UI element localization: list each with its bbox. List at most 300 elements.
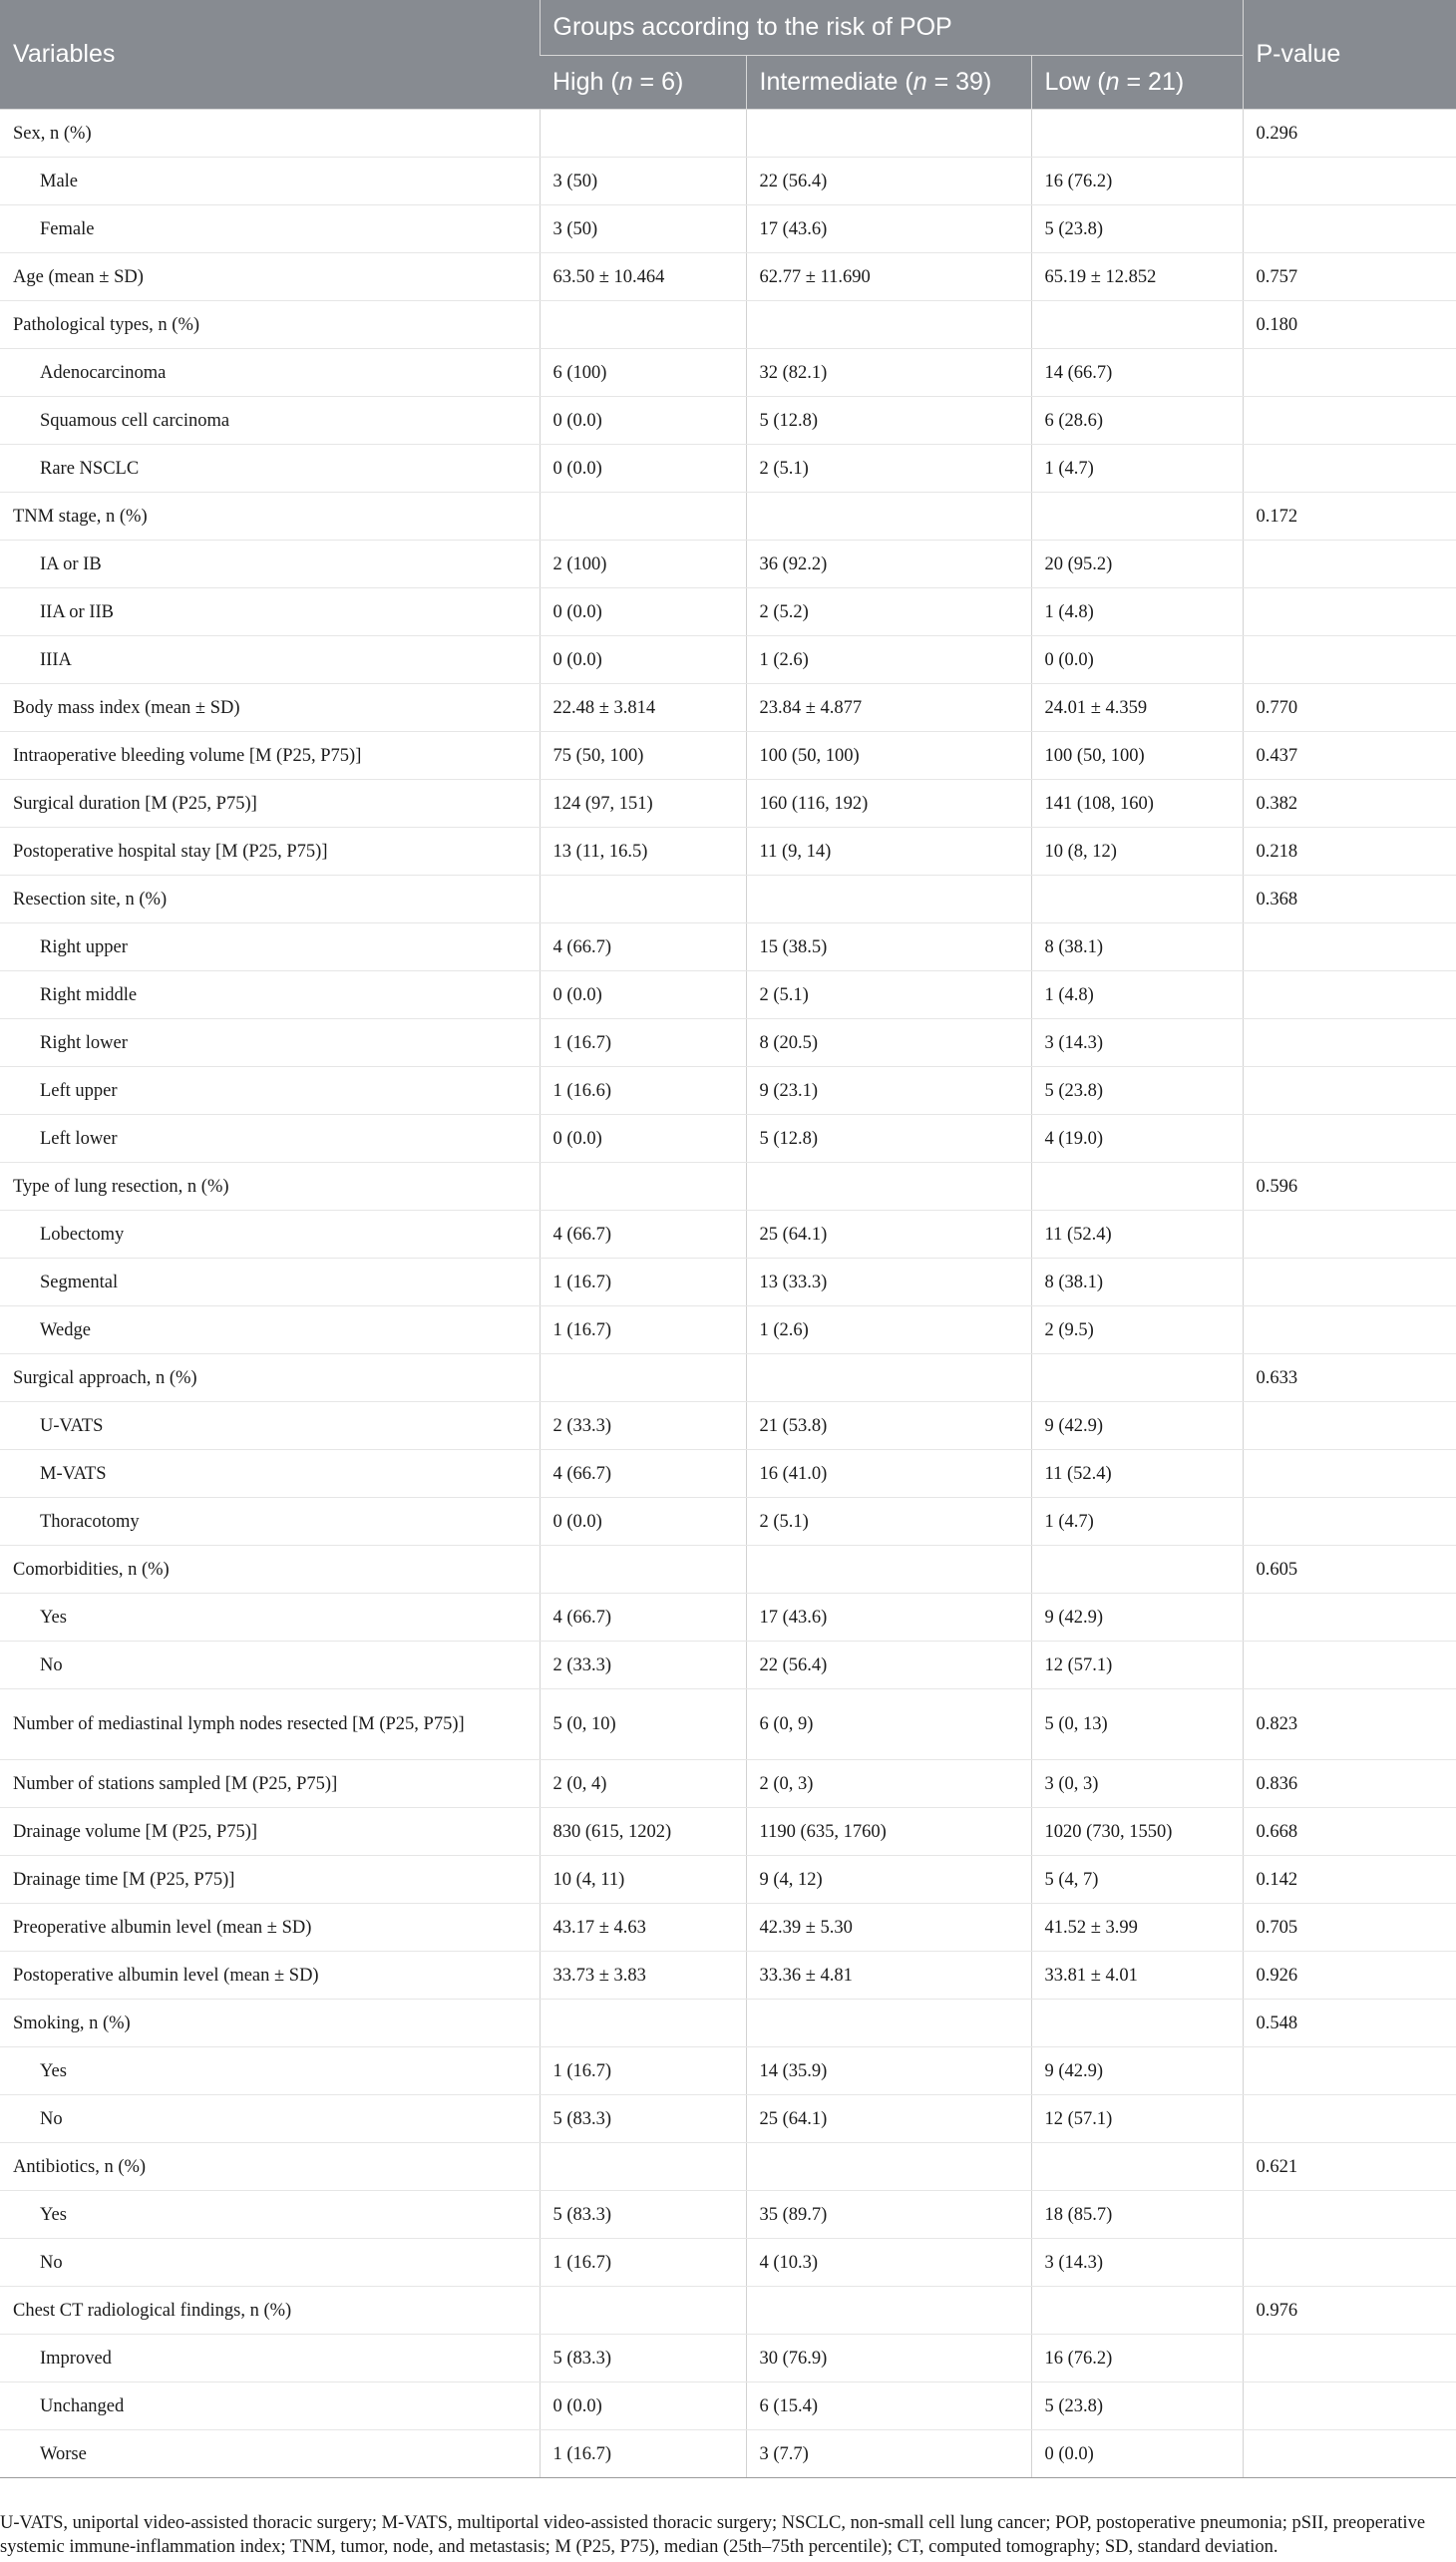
cell-p-value	[1243, 1211, 1456, 1259]
cell-variable: TNM stage, n (%)	[0, 493, 540, 541]
table-row	[0, 1760, 1456, 1808]
cell-low: 18 (85.7)	[1031, 2191, 1243, 2239]
cell-variable: Postoperative albumin level (mean ± SD)	[0, 1952, 540, 2000]
cell-high: 3 (50)	[540, 205, 746, 253]
cell-low: 8 (38.1)	[1031, 1259, 1243, 1306]
cell-intermediate: 2 (5.2)	[746, 588, 1031, 636]
cell-low	[1031, 876, 1243, 923]
cell-variable: Intraoperative bleeding volume [M (P25, P75)]	[0, 732, 540, 780]
cell-high	[540, 876, 746, 923]
header-high-n-symbol: n	[618, 68, 633, 96]
cell-p-value: 0.621	[1243, 2143, 1456, 2191]
cell-high: 1 (16.7)	[540, 2430, 746, 2478]
header-high-label: High (	[552, 68, 619, 96]
cell-p-value: 0.172	[1243, 493, 1456, 541]
header-low-label: Low (	[1044, 68, 1106, 96]
cell-high: 2 (33.3)	[540, 1402, 746, 1450]
cell-p-value: 0.142	[1243, 1856, 1456, 1904]
table-row	[0, 445, 1456, 493]
cell-intermediate: 14 (35.9)	[746, 2047, 1031, 2095]
cell-high: 13 (11, 16.5)	[540, 828, 746, 876]
table-row	[0, 876, 1456, 923]
cell-intermediate: 1 (2.6)	[746, 1306, 1031, 1354]
table-row	[0, 1402, 1456, 1450]
cell-low	[1031, 110, 1243, 158]
cell-low: 16 (76.2)	[1031, 2335, 1243, 2382]
cell-high: 1 (16.7)	[540, 2239, 746, 2287]
cell-high: 5 (83.3)	[540, 2191, 746, 2239]
cell-intermediate: 15 (38.5)	[746, 923, 1031, 971]
cell-low: 9 (42.9)	[1031, 1594, 1243, 1642]
cell-low: 0 (0.0)	[1031, 2430, 1243, 2478]
cell-intermediate: 22 (56.4)	[746, 158, 1031, 205]
table-row	[0, 1115, 1456, 1163]
cell-low: 9 (42.9)	[1031, 2047, 1243, 2095]
cell-intermediate: 5 (12.8)	[746, 1115, 1031, 1163]
cell-low	[1031, 301, 1243, 349]
table-row	[0, 2430, 1456, 2478]
cell-p-value	[1243, 397, 1456, 445]
cell-intermediate: 4 (10.3)	[746, 2239, 1031, 2287]
table-footnote: U-VATS, uniportal video-assisted thoracic surgery; M-VATS, multiportal video-assisted thoracic surgery; NSCLC, non-small cell lung cancer; POP, postoperative pneumonia; pSII, preoperative systemic immune-inflammation index; TNM, tumor, node, and metastasis; M (P25, P75), median (25th–75th percentile); CT, computed tomography; SD, standard deviation.	[0, 2513, 1426, 2557]
cell-high: 5 (83.3)	[540, 2095, 746, 2143]
table-row	[0, 1689, 1456, 1760]
cell-p-value	[1243, 1450, 1456, 1498]
cell-variable: Rare NSCLC	[0, 445, 540, 493]
cell-variable: Type of lung resection, n (%)	[0, 1163, 540, 1211]
cell-high	[540, 1354, 746, 1402]
table-row	[0, 1306, 1456, 1354]
cell-intermediate: 3 (7.7)	[746, 2430, 1031, 2478]
cell-intermediate: 35 (89.7)	[746, 2191, 1031, 2239]
table-row	[0, 2143, 1456, 2191]
table-header	[0, 0, 1456, 110]
cell-p-value	[1243, 2047, 1456, 2095]
cell-low: 1 (4.8)	[1031, 971, 1243, 1019]
cell-intermediate: 9 (4, 12)	[746, 1856, 1031, 1904]
cell-high: 1 (16.7)	[540, 1306, 746, 1354]
table-row	[0, 828, 1456, 876]
cell-variable: Age (mean ± SD)	[0, 253, 540, 301]
cell-p-value: 0.296	[1243, 110, 1456, 158]
cell-intermediate: 16 (41.0)	[746, 1450, 1031, 1498]
cell-low: 1 (4.7)	[1031, 1498, 1243, 1546]
cell-intermediate: 6 (15.4)	[746, 2382, 1031, 2430]
cell-intermediate	[746, 1354, 1031, 1402]
cell-intermediate: 13 (33.3)	[746, 1259, 1031, 1306]
cell-p-value	[1243, 1642, 1456, 1689]
cell-low: 5 (23.8)	[1031, 205, 1243, 253]
cell-low: 65.19 ± 12.852	[1031, 253, 1243, 301]
cell-variable: Number of mediastinal lymph nodes resected [M (P25, P75)]	[0, 1689, 540, 1760]
table-row	[0, 2287, 1456, 2335]
cell-low: 5 (0, 13)	[1031, 1689, 1243, 1760]
cell-p-value: 0.976	[1243, 2287, 1456, 2335]
cell-variable: Sex, n (%)	[0, 110, 540, 158]
header-high	[540, 56, 746, 110]
cell-p-value	[1243, 349, 1456, 397]
cell-p-value	[1243, 205, 1456, 253]
table-row	[0, 1952, 1456, 2000]
cell-variable: Surgical approach, n (%)	[0, 1354, 540, 1402]
cell-intermediate: 160 (116, 192)	[746, 780, 1031, 828]
cell-high: 0 (0.0)	[540, 636, 746, 684]
table-row	[0, 1354, 1456, 1402]
cell-p-value	[1243, 923, 1456, 971]
cell-low: 6 (28.6)	[1031, 397, 1243, 445]
cell-low: 3 (0, 3)	[1031, 1760, 1243, 1808]
cell-variable: Resection site, n (%)	[0, 876, 540, 923]
cell-low	[1031, 1163, 1243, 1211]
cell-variable: IA or IB	[0, 541, 540, 588]
cell-variable: Antibiotics, n (%)	[0, 2143, 540, 2191]
cell-p-value: 0.836	[1243, 1760, 1456, 1808]
cell-high: 4 (66.7)	[540, 1211, 746, 1259]
cell-variable: Drainage volume [M (P25, P75)]	[0, 1808, 540, 1856]
cell-p-value: 0.437	[1243, 732, 1456, 780]
header-low	[1031, 56, 1243, 110]
cell-variable: Improved	[0, 2335, 540, 2382]
cell-low: 14 (66.7)	[1031, 349, 1243, 397]
table-row	[0, 493, 1456, 541]
cell-intermediate: 2 (5.1)	[746, 1498, 1031, 1546]
cell-variable: Left lower	[0, 1115, 540, 1163]
cell-p-value	[1243, 1019, 1456, 1067]
cell-high: 0 (0.0)	[540, 971, 746, 1019]
cell-intermediate: 25 (64.1)	[746, 2095, 1031, 2143]
cell-intermediate: 5 (12.8)	[746, 397, 1031, 445]
table-row	[0, 1642, 1456, 1689]
cell-variable: Right middle	[0, 971, 540, 1019]
cell-low: 100 (50, 100)	[1031, 732, 1243, 780]
cell-low: 141 (108, 160)	[1031, 780, 1243, 828]
cell-high: 5 (0, 10)	[540, 1689, 746, 1760]
cell-high	[540, 301, 746, 349]
cell-high: 2 (0, 4)	[540, 1760, 746, 1808]
header-high-n: = 6)	[632, 68, 684, 96]
cell-p-value	[1243, 2382, 1456, 2430]
cell-p-value	[1243, 1402, 1456, 1450]
cell-low: 3 (14.3)	[1031, 2239, 1243, 2287]
cell-variable: Postoperative hospital stay [M (P25, P75)]	[0, 828, 540, 876]
cell-high	[540, 493, 746, 541]
cell-intermediate	[746, 301, 1031, 349]
header-low-n-symbol: n	[1105, 68, 1120, 96]
cell-p-value: 0.705	[1243, 1904, 1456, 1952]
cell-variable: Male	[0, 158, 540, 205]
cell-high: 0 (0.0)	[540, 1115, 746, 1163]
cell-low: 12 (57.1)	[1031, 1642, 1243, 1689]
cell-variable: Squamous cell carcinoma	[0, 397, 540, 445]
cell-variable: Number of stations sampled [M (P25, P75)]	[0, 1760, 540, 1808]
header-intermediate	[746, 56, 1031, 110]
cell-high: 124 (97, 151)	[540, 780, 746, 828]
cell-high: 2 (100)	[540, 541, 746, 588]
cell-low	[1031, 2000, 1243, 2047]
cell-intermediate	[746, 2000, 1031, 2047]
cell-intermediate: 1190 (635, 1760)	[746, 1808, 1031, 1856]
cell-intermediate	[746, 2143, 1031, 2191]
cell-p-value: 0.596	[1243, 1163, 1456, 1211]
cell-p-value: 0.548	[1243, 2000, 1456, 2047]
cell-p-value	[1243, 1306, 1456, 1354]
cell-variable: Preoperative albumin level (mean ± SD)	[0, 1904, 540, 1952]
cell-p-value: 0.605	[1243, 1546, 1456, 1594]
cell-high: 6 (100)	[540, 349, 746, 397]
cell-p-value	[1243, 2095, 1456, 2143]
table-row	[0, 1211, 1456, 1259]
cell-p-value	[1243, 2430, 1456, 2478]
table-row	[0, 780, 1456, 828]
table-row	[0, 1450, 1456, 1498]
cell-p-value	[1243, 1594, 1456, 1642]
cell-variable: Chest CT radiological findings, n (%)	[0, 2287, 540, 2335]
cell-intermediate: 17 (43.6)	[746, 1594, 1031, 1642]
table-row	[0, 1498, 1456, 1546]
cell-high: 10 (4, 11)	[540, 1856, 746, 1904]
cell-high: 0 (0.0)	[540, 445, 746, 493]
cell-high: 0 (0.0)	[540, 588, 746, 636]
cell-variable: Unchanged	[0, 2382, 540, 2430]
cell-variable: No	[0, 1642, 540, 1689]
table-row	[0, 1904, 1456, 1952]
cell-low: 9 (42.9)	[1031, 1402, 1243, 1450]
cell-variable: Left upper	[0, 1067, 540, 1115]
table-row	[0, 301, 1456, 349]
cell-variable: Thoracotomy	[0, 1498, 540, 1546]
cell-intermediate	[746, 110, 1031, 158]
cell-low: 41.52 ± 3.99	[1031, 1904, 1243, 1952]
cell-high: 3 (50)	[540, 158, 746, 205]
header-intermediate-label: Intermediate (	[759, 68, 913, 96]
cell-p-value: 0.926	[1243, 1952, 1456, 2000]
cell-intermediate: 21 (53.8)	[746, 1402, 1031, 1450]
cell-p-value	[1243, 2335, 1456, 2382]
cell-low: 5 (23.8)	[1031, 1067, 1243, 1115]
cell-intermediate: 9 (23.1)	[746, 1067, 1031, 1115]
cell-intermediate	[746, 493, 1031, 541]
cell-high	[540, 2000, 746, 2047]
table-row	[0, 158, 1456, 205]
cell-p-value: 0.382	[1243, 780, 1456, 828]
cell-high: 4 (66.7)	[540, 1594, 746, 1642]
cell-variable: Worse	[0, 2430, 540, 2478]
table-row	[0, 923, 1456, 971]
cell-p-value	[1243, 1115, 1456, 1163]
cell-low	[1031, 2287, 1243, 2335]
table-row	[0, 541, 1456, 588]
cell-high: 1 (16.7)	[540, 1259, 746, 1306]
cell-variable: Female	[0, 205, 540, 253]
table-row	[0, 2095, 1456, 2143]
cell-variable: Wedge	[0, 1306, 540, 1354]
cell-p-value	[1243, 445, 1456, 493]
cell-variable: Right upper	[0, 923, 540, 971]
cell-intermediate: 22 (56.4)	[746, 1642, 1031, 1689]
table-row	[0, 1808, 1456, 1856]
cell-intermediate: 36 (92.2)	[746, 541, 1031, 588]
header-p-value: P-value	[1243, 0, 1456, 110]
table-row	[0, 2191, 1456, 2239]
cell-high: 4 (66.7)	[540, 923, 746, 971]
cell-low: 0 (0.0)	[1031, 636, 1243, 684]
table-row	[0, 1594, 1456, 1642]
cell-high: 1 (16.7)	[540, 1019, 746, 1067]
table-row	[0, 1856, 1456, 1904]
cell-low	[1031, 1354, 1243, 1402]
header-low-n: = 21)	[1119, 68, 1185, 96]
cell-p-value: 0.770	[1243, 684, 1456, 732]
cell-p-value	[1243, 1259, 1456, 1306]
table-row	[0, 684, 1456, 732]
table-row	[0, 2335, 1456, 2382]
cell-high	[540, 1163, 746, 1211]
cell-low: 11 (52.4)	[1031, 1450, 1243, 1498]
cell-variable: Comorbidities, n (%)	[0, 1546, 540, 1594]
cell-variable: Body mass index (mean ± SD)	[0, 684, 540, 732]
cell-low: 4 (19.0)	[1031, 1115, 1243, 1163]
cell-high: 22.48 ± 3.814	[540, 684, 746, 732]
cell-high: 2 (33.3)	[540, 1642, 746, 1689]
cell-high	[540, 110, 746, 158]
cell-p-value	[1243, 158, 1456, 205]
cell-variable: No	[0, 2239, 540, 2287]
cell-intermediate: 23.84 ± 4.877	[746, 684, 1031, 732]
table-row	[0, 971, 1456, 1019]
cell-low: 5 (4, 7)	[1031, 1856, 1243, 1904]
table-row	[0, 1546, 1456, 1594]
cell-high: 43.17 ± 4.63	[540, 1904, 746, 1952]
cell-low: 12 (57.1)	[1031, 2095, 1243, 2143]
table-row	[0, 2382, 1456, 2430]
cell-p-value: 0.823	[1243, 1689, 1456, 1760]
cell-low: 1 (4.7)	[1031, 445, 1243, 493]
cell-low: 11 (52.4)	[1031, 1211, 1243, 1259]
cell-low	[1031, 1546, 1243, 1594]
table-row	[0, 253, 1456, 301]
cell-variable: Yes	[0, 1594, 540, 1642]
cell-low: 1 (4.8)	[1031, 588, 1243, 636]
cell-intermediate: 2 (0, 3)	[746, 1760, 1031, 1808]
cell-variable: Yes	[0, 2191, 540, 2239]
cell-p-value	[1243, 1067, 1456, 1115]
cell-low: 8 (38.1)	[1031, 923, 1243, 971]
cell-intermediate: 30 (76.9)	[746, 2335, 1031, 2382]
cell-high: 5 (83.3)	[540, 2335, 746, 2382]
cell-p-value	[1243, 541, 1456, 588]
cell-low: 16 (76.2)	[1031, 158, 1243, 205]
cell-p-value	[1243, 1498, 1456, 1546]
cell-low	[1031, 2143, 1243, 2191]
cell-intermediate	[746, 2287, 1031, 2335]
cell-high	[540, 1546, 746, 1594]
cell-variable: Yes	[0, 2047, 540, 2095]
cell-p-value	[1243, 636, 1456, 684]
cell-intermediate: 2 (5.1)	[746, 971, 1031, 1019]
cell-variable: IIA or IIB	[0, 588, 540, 636]
header-intermediate-n-symbol: n	[912, 68, 927, 96]
cell-variable: Lobectomy	[0, 1211, 540, 1259]
cell-intermediate: 33.36 ± 4.81	[746, 1952, 1031, 2000]
table-row	[0, 1019, 1456, 1067]
cell-p-value	[1243, 2239, 1456, 2287]
cell-variable: Pathological types, n (%)	[0, 301, 540, 349]
cell-high: 0 (0.0)	[540, 2382, 746, 2430]
table-body	[0, 110, 1456, 2478]
cell-high: 63.50 ± 10.464	[540, 253, 746, 301]
table-row	[0, 2239, 1456, 2287]
cell-intermediate	[746, 876, 1031, 923]
cell-variable: IIIA	[0, 636, 540, 684]
cell-intermediate: 100 (50, 100)	[746, 732, 1031, 780]
cell-low: 10 (8, 12)	[1031, 828, 1243, 876]
cell-intermediate	[746, 1163, 1031, 1211]
table-row	[0, 2047, 1456, 2095]
table-row	[0, 205, 1456, 253]
cell-intermediate	[746, 1546, 1031, 1594]
cell-variable: No	[0, 2095, 540, 2143]
table-row	[0, 397, 1456, 445]
table-row	[0, 636, 1456, 684]
cell-p-value: 0.633	[1243, 1354, 1456, 1402]
cell-low: 5 (23.8)	[1031, 2382, 1243, 2430]
cell-high: 830 (615, 1202)	[540, 1808, 746, 1856]
table-row	[0, 1259, 1456, 1306]
cell-high: 33.73 ± 3.83	[540, 1952, 746, 2000]
cell-low: 33.81 ± 4.01	[1031, 1952, 1243, 2000]
cell-high: 0 (0.0)	[540, 397, 746, 445]
cell-variable: U-VATS	[0, 1402, 540, 1450]
cell-high: 75 (50, 100)	[540, 732, 746, 780]
cell-intermediate: 11 (9, 14)	[746, 828, 1031, 876]
header-variables: Variables	[0, 0, 540, 110]
cell-p-value	[1243, 2191, 1456, 2239]
table-row	[0, 110, 1456, 158]
cell-high	[540, 2287, 746, 2335]
cell-low: 24.01 ± 4.359	[1031, 684, 1243, 732]
cell-p-value: 0.757	[1243, 253, 1456, 301]
cell-intermediate: 62.77 ± 11.690	[746, 253, 1031, 301]
cell-variable: Right lower	[0, 1019, 540, 1067]
cell-p-value	[1243, 588, 1456, 636]
cell-intermediate: 42.39 ± 5.30	[746, 1904, 1031, 1952]
cell-low: 3 (14.3)	[1031, 1019, 1243, 1067]
cell-variable: M-VATS	[0, 1450, 540, 1498]
cell-intermediate: 17 (43.6)	[746, 205, 1031, 253]
header-groups: Groups according to the risk of POP	[540, 0, 1243, 56]
cell-high: 1 (16.6)	[540, 1067, 746, 1115]
cell-intermediate: 6 (0, 9)	[746, 1689, 1031, 1760]
table-row	[0, 1067, 1456, 1115]
cell-low: 2 (9.5)	[1031, 1306, 1243, 1354]
table-row	[0, 732, 1456, 780]
cell-low: 20 (95.2)	[1031, 541, 1243, 588]
table-row	[0, 2000, 1456, 2047]
table-row	[0, 349, 1456, 397]
cell-intermediate: 2 (5.1)	[746, 445, 1031, 493]
cell-variable: Adenocarcinoma	[0, 349, 540, 397]
cell-intermediate: 1 (2.6)	[746, 636, 1031, 684]
cell-high	[540, 2143, 746, 2191]
cell-p-value: 0.180	[1243, 301, 1456, 349]
cell-p-value: 0.218	[1243, 828, 1456, 876]
cell-low	[1031, 493, 1243, 541]
cell-variable: Segmental	[0, 1259, 540, 1306]
cell-p-value	[1243, 971, 1456, 1019]
cell-high: 0 (0.0)	[540, 1498, 746, 1546]
cell-p-value: 0.368	[1243, 876, 1456, 923]
cell-low: 1020 (730, 1550)	[1031, 1808, 1243, 1856]
